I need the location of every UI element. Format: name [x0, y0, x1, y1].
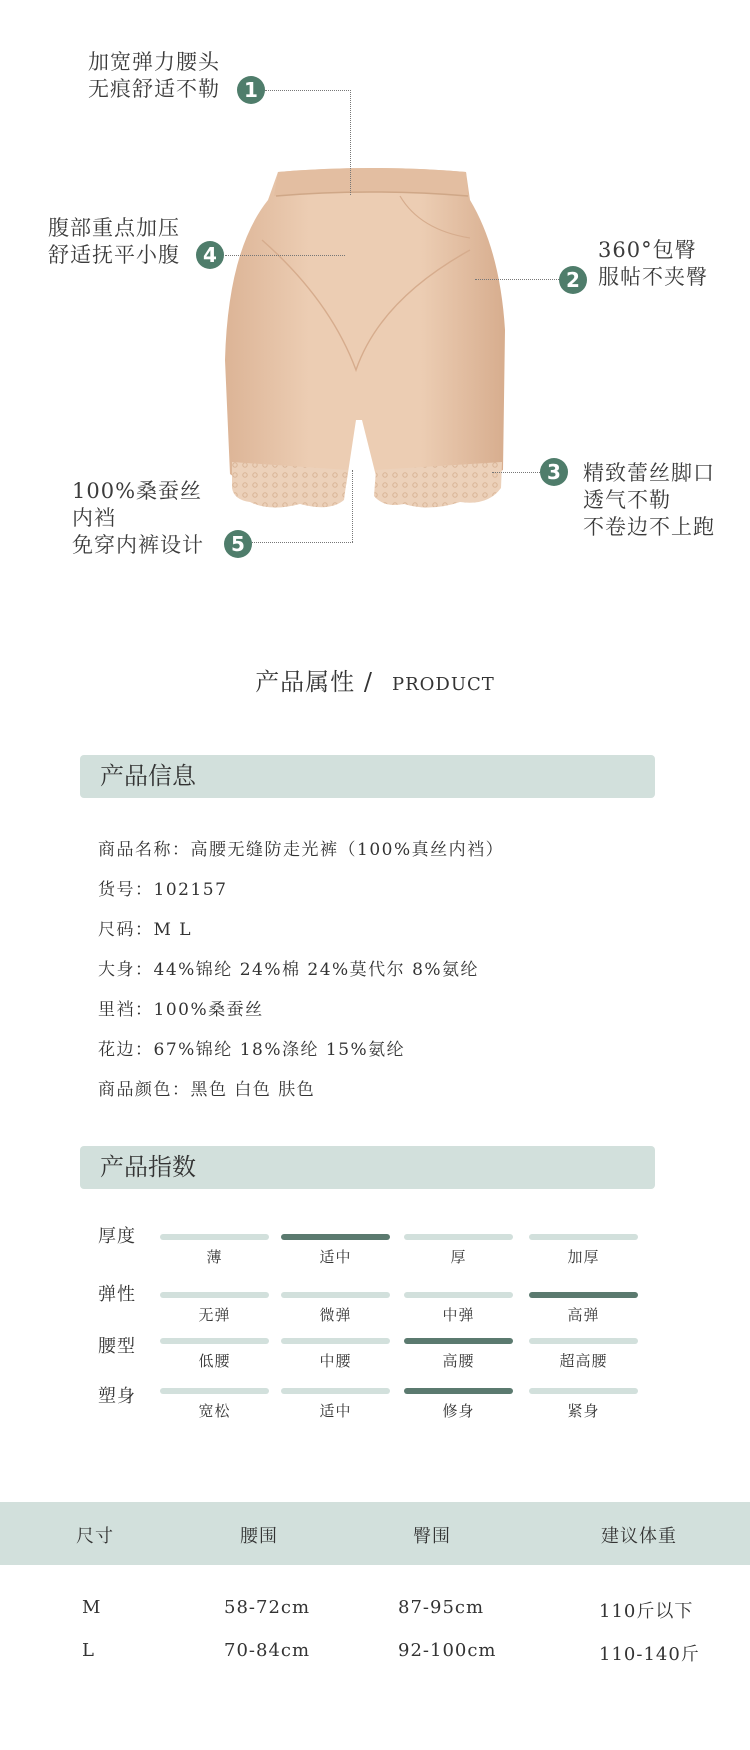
index-option-label: 宽松: [198, 1402, 231, 1420]
size-cell: 110斤以下: [599, 1601, 694, 1622]
index-bar: [529, 1234, 638, 1240]
index-option-label: 高腰: [442, 1352, 475, 1370]
product-illustration-section: [0, 0, 750, 620]
index-bar: [160, 1388, 269, 1394]
shorts-body: [225, 168, 505, 490]
index-label: 弹性: [98, 1284, 136, 1305]
info-row-sku: 货号：102157: [98, 880, 228, 900]
index-option: [404, 1338, 513, 1371]
size-cell: 70-84cm: [224, 1640, 311, 1661]
index-bar: [529, 1338, 638, 1344]
info-row-body-fabric: 大身：44%锦纶 24%棉 24%莫代尔 8%氨纶: [98, 960, 480, 980]
index-option-label: 中弹: [442, 1306, 475, 1324]
index-label: 厚度: [98, 1226, 136, 1247]
size-table-header: [0, 1502, 750, 1565]
product-info-header: 产品信息: [80, 755, 655, 798]
callout-text: 不卷边不上跑: [583, 515, 715, 539]
index-label: 腰型: [98, 1336, 136, 1357]
info-row-size: 尺码：M L: [98, 920, 193, 940]
index-bar: [404, 1388, 513, 1394]
index-bar: [404, 1292, 513, 1298]
index-option-label: 修身: [442, 1402, 475, 1420]
index-option-label: 无弹: [198, 1306, 231, 1324]
callout-text: 加宽弹力腰头: [88, 50, 220, 74]
callout-silk-crotch: [72, 478, 204, 559]
size-cell: 58-72cm: [224, 1597, 311, 1618]
index-option-label: 高弹: [567, 1306, 600, 1324]
callout-text: 内裆: [72, 506, 116, 530]
info-row-lining: 里裆：100%桑蚕丝: [98, 1000, 264, 1020]
index-bar: [160, 1292, 269, 1298]
attributes-title-en: PRODUCT: [392, 674, 495, 695]
index-bar: [281, 1292, 390, 1298]
product-index-header: 产品指数: [80, 1146, 655, 1189]
index-option: [160, 1292, 269, 1325]
index-option: [529, 1338, 638, 1371]
callout-text: 无痕舒适不勒: [88, 77, 220, 101]
index-option: [529, 1234, 638, 1267]
index-option: [529, 1292, 638, 1325]
index-option-label: 薄: [206, 1248, 223, 1266]
index-row-elasticity: [0, 1286, 750, 1326]
index-option-label: 厚: [450, 1248, 467, 1266]
callout-text: 免穿内裤设计: [72, 533, 204, 557]
index-row-shaping: [0, 1388, 750, 1428]
index-bar: [281, 1234, 390, 1240]
callout-text: 100%桑蚕丝: [72, 479, 203, 503]
size-cell: M: [82, 1597, 102, 1618]
index-bar: [404, 1234, 513, 1240]
callout-hip: [598, 237, 708, 291]
size-cell: 110-140斤: [599, 1644, 700, 1665]
number-badge-1: 1: [237, 76, 265, 104]
index-bar: [160, 1338, 269, 1344]
index-bar: [404, 1338, 513, 1344]
callout-lace-hem: [583, 460, 715, 541]
product-info-list: [98, 838, 504, 1118]
callout-tummy: [48, 215, 180, 269]
index-option: [529, 1388, 638, 1421]
index-option-label: 适中: [319, 1248, 352, 1266]
index-option: [160, 1388, 269, 1421]
size-table: [0, 1502, 750, 1673]
size-header-cell: 腰围: [240, 1526, 278, 1547]
size-cell: 87-95cm: [398, 1597, 485, 1618]
index-option: [281, 1234, 390, 1267]
table-row: [0, 1587, 750, 1630]
index-option: [281, 1388, 390, 1421]
info-row-lace: 花边：67%锦纶 18%涤纶 15%氨纶: [98, 1040, 406, 1060]
index-option: [281, 1292, 390, 1325]
index-option-label: 紧身: [567, 1402, 600, 1420]
index-bar: [160, 1234, 269, 1240]
size-header-cell: 臀围: [413, 1526, 451, 1547]
index-option: [160, 1234, 269, 1267]
attributes-title: [0, 662, 750, 697]
info-row-name: 商品名称：高腰无缝防走光裤（100%真丝内裆）: [98, 840, 505, 860]
index-option-label: 超高腰: [559, 1352, 608, 1370]
index-option: [281, 1338, 390, 1371]
callout-text: 舒适抚平小腹: [48, 243, 180, 267]
lace-trim-left: [232, 462, 348, 508]
callout-text: 精致蕾丝脚口: [583, 461, 715, 485]
index-row-thickness: [0, 1228, 750, 1268]
index-option-label: 低腰: [198, 1352, 231, 1370]
table-row: [0, 1630, 750, 1673]
callout-text: 透气不勒: [583, 488, 671, 512]
index-option-label: 适中: [319, 1402, 352, 1420]
index-bar: [281, 1388, 390, 1394]
attributes-title-cn: 产品属性 /: [255, 668, 373, 696]
index-option: [160, 1338, 269, 1371]
number-badge-2: 2: [559, 266, 587, 294]
callout-text: 腹部重点加压: [48, 216, 180, 240]
index-bar: [529, 1292, 638, 1298]
size-cell: 92-100cm: [398, 1640, 497, 1661]
callout-waistband: [88, 49, 220, 103]
index-option-label: 中腰: [319, 1352, 352, 1370]
index-bar: [281, 1338, 390, 1344]
number-badge-3: 3: [540, 458, 568, 486]
number-badge-4: 4: [196, 241, 224, 269]
index-option-label: 加厚: [567, 1248, 600, 1266]
callout-text: 360°包臀: [598, 238, 697, 262]
size-header-cell: 建议体重: [601, 1526, 677, 1547]
index-option: [404, 1292, 513, 1325]
index-bar: [529, 1388, 638, 1394]
number-badge-5: 5: [224, 530, 252, 558]
info-row-colors: 商品颜色：黑色 白色 肤色: [98, 1080, 316, 1100]
size-header-cell: 尺寸: [76, 1526, 114, 1547]
index-option: [404, 1234, 513, 1267]
callout-text: 服帖不夹臀: [598, 265, 708, 289]
index-label: 塑身: [98, 1386, 136, 1407]
index-row-waist-type: [0, 1338, 750, 1378]
size-cell: L: [82, 1640, 95, 1661]
index-option-label: 微弹: [319, 1306, 352, 1324]
index-option: [404, 1388, 513, 1421]
